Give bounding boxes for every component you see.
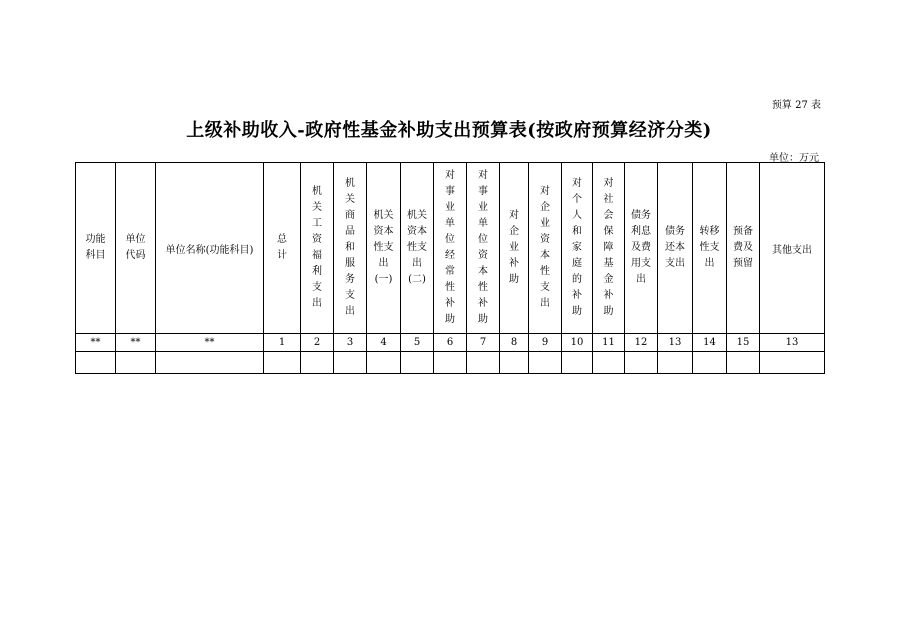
- data-cell: [76, 352, 116, 374]
- header-label: 对企业资本性支出: [540, 186, 550, 309]
- index-cell: 2: [301, 334, 334, 352]
- header-label: 预备 费及 预留: [733, 226, 753, 269]
- header-cell: [116, 163, 156, 334]
- index-cell: **: [116, 334, 156, 352]
- index-cell: 5: [401, 334, 434, 352]
- index-cell: 12: [625, 334, 658, 352]
- header-cell: [334, 163, 367, 334]
- header-cell: [500, 163, 529, 334]
- data-cell: [562, 352, 593, 374]
- data-row: [76, 352, 825, 374]
- index-cell: 13: [658, 334, 693, 352]
- data-cell: [367, 352, 401, 374]
- index-row: [76, 334, 825, 352]
- data-cell: [156, 352, 264, 374]
- index-cell: 14: [693, 334, 727, 352]
- index-cell: 3: [334, 334, 367, 352]
- header-label: 单位名称(功能科目): [165, 244, 254, 256]
- data-cell: [500, 352, 529, 374]
- header-cell: [760, 163, 825, 334]
- header-cell: [264, 163, 301, 334]
- header-cell: [401, 163, 434, 334]
- data-cell: [658, 352, 693, 374]
- header-label: 转移 性支 出: [699, 226, 720, 269]
- data-cell: [401, 352, 434, 374]
- header-cell: [467, 163, 500, 334]
- index-cell: **: [156, 334, 264, 352]
- header-cell: [76, 163, 116, 334]
- header-label: 债务 还本 支出: [665, 226, 685, 269]
- header-cell: [593, 163, 625, 334]
- data-cell: [529, 352, 562, 374]
- header-cell: [625, 163, 658, 334]
- page-title: 上级补助收入-政府性基金补助支出预算表(按政府预算经济分类): [186, 120, 712, 141]
- data-cell: [301, 352, 334, 374]
- data-cell: [625, 352, 658, 374]
- header-cell: [562, 163, 593, 334]
- header-label: 其他支出: [772, 244, 812, 256]
- header-label: 总计: [277, 234, 287, 261]
- index-cell: 4: [367, 334, 401, 352]
- header-cell: [658, 163, 693, 334]
- data-cell: [264, 352, 301, 374]
- header-label: 机关工资福利支出: [312, 186, 322, 309]
- index-cell: 10: [562, 334, 593, 352]
- header-cell: [301, 163, 334, 334]
- header-label: 对事业单位资本性补助: [478, 170, 488, 325]
- index-cell: 13: [760, 334, 825, 352]
- index-cell: 11: [593, 334, 625, 352]
- data-cell: [434, 352, 467, 374]
- data-cell: [593, 352, 625, 374]
- index-cell: 1: [264, 334, 301, 352]
- index-cell: 7: [467, 334, 500, 352]
- header-label: 机关商品和服务支出: [345, 178, 355, 317]
- index-cell: **: [76, 334, 116, 352]
- header-label: 对事业单位经常性补助: [445, 170, 455, 325]
- data-cell: [727, 352, 760, 374]
- data-cell: [334, 352, 367, 374]
- header-label: 功能 科目: [85, 234, 106, 261]
- index-cell: 9: [529, 334, 562, 352]
- header-cell: [693, 163, 727, 334]
- unit-label: 单位：万元: [769, 153, 819, 164]
- header-cell: [156, 163, 264, 334]
- header-row: [76, 163, 825, 334]
- header-label: 单位 代码: [125, 234, 146, 261]
- header-label: 对企业补助: [509, 210, 519, 285]
- header-cell: [434, 163, 467, 334]
- index-cell: 6: [434, 334, 467, 352]
- data-cell: [467, 352, 500, 374]
- header-label: 机关 资本 性支 出 (一): [373, 210, 394, 285]
- header-label: 对个人和家庭的补助: [572, 178, 582, 317]
- header-cell: [727, 163, 760, 334]
- data-cell: [693, 352, 727, 374]
- header-label: 对社会保障基金补助: [603, 178, 614, 317]
- header-cell: [367, 163, 401, 334]
- data-cell: [116, 352, 156, 374]
- index-cell: 8: [500, 334, 529, 352]
- index-cell: 15: [727, 334, 760, 352]
- data-cell: [760, 352, 825, 374]
- header-label: 机关 资本 性支 出 (二): [407, 210, 427, 285]
- header-label: 债务 利息 及费 用支 出: [631, 210, 651, 285]
- header-cell: [529, 163, 562, 334]
- form-number: 预算 27 表: [771, 100, 821, 111]
- budget-table: [75, 162, 825, 374]
